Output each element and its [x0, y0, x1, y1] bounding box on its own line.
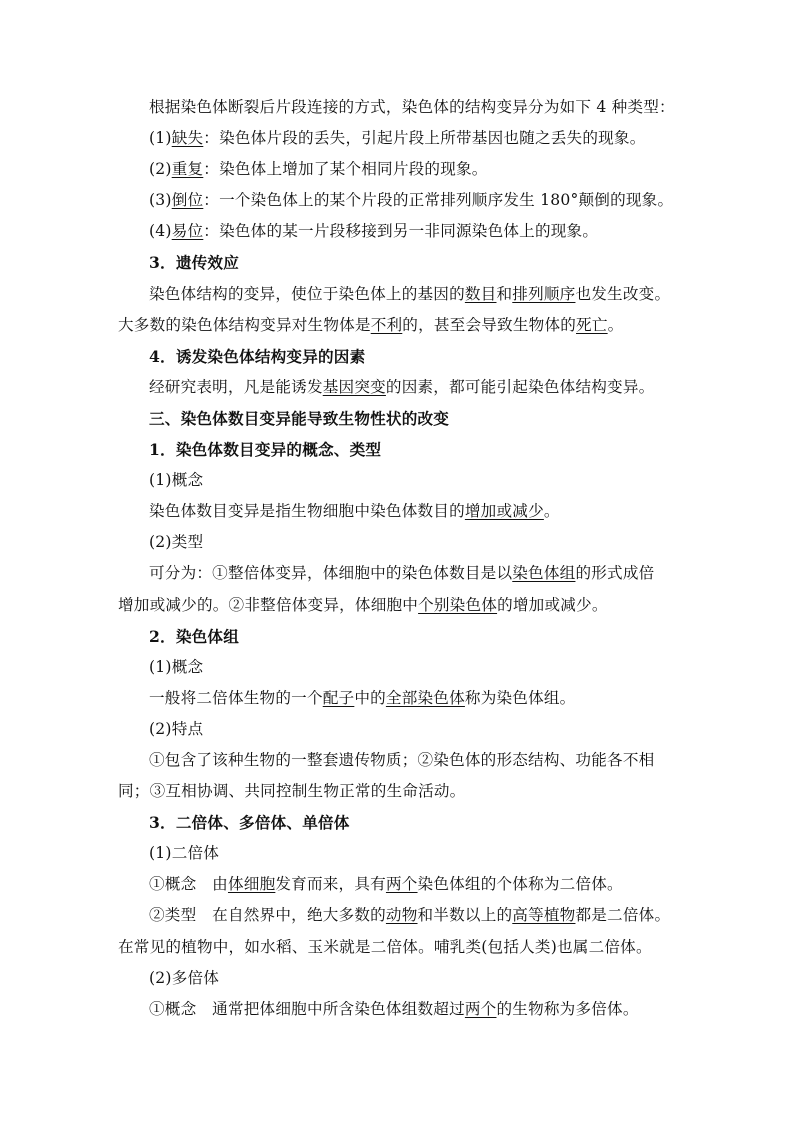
text: 的形式成倍 [575, 564, 655, 583]
underlined-term: 重复 [171, 160, 204, 179]
text-line [118, 994, 688, 1025]
text-line [118, 496, 688, 527]
text-line [118, 216, 688, 247]
text: ：染色体上增加了某个相同片段的现象。 [203, 160, 488, 179]
text: (3) [149, 191, 172, 210]
text: 的，甚至会导致生物体的 [402, 315, 577, 334]
text: (4) [149, 222, 172, 241]
text: 的增加或减少。 [497, 595, 608, 614]
text: 也发生改变。 [575, 284, 671, 303]
underlined-term: 高等植物 [512, 906, 576, 925]
section-heading [118, 621, 688, 652]
text: 称为染色体组。 [464, 688, 576, 707]
text: (1) [149, 129, 172, 148]
text: 和 [496, 284, 513, 303]
text: ①包含了该种生物的一整套遗传物质；②染色体的形态结构、功能各不相 [149, 750, 655, 769]
text: 可分为：①整倍体变异，体细胞中的染色体数目是以 [149, 564, 513, 583]
text: 染色体数目变异是指生物细胞中染色体数目的 [149, 502, 465, 521]
underlined-term: 动物 [385, 906, 418, 925]
text: 经研究表明，凡是能诱发 [149, 377, 323, 396]
text: 的生物称为多倍体。 [496, 999, 639, 1018]
text-line [118, 372, 688, 403]
text: 根据染色体断裂后片段连接的方式，染色体的结构变异分为如下 4 种类型： [149, 98, 675, 116]
text: ②类型 在自然界中，绝大多数的 [149, 906, 386, 925]
underlined-term: 基因突变 [322, 377, 386, 396]
heading-text: 3．遗传效应 [149, 253, 240, 273]
subheading [118, 527, 688, 558]
heading-text: 3．二倍体、多倍体、单倍体 [149, 813, 350, 833]
text: 发育而来，具有 [275, 875, 386, 894]
underlined-term: 增加或减少 [464, 502, 544, 521]
text: (2)类型 [149, 533, 204, 552]
underlined-term: 体细胞 [227, 875, 276, 894]
text-line [118, 776, 688, 807]
text-line [118, 900, 688, 931]
text-line [118, 123, 688, 154]
underlined-term: 数目 [464, 284, 497, 303]
subheading [118, 963, 688, 994]
text: ：一个染色体上的某个片段的正常排列顺序发生 180°颠倒的现象。 [203, 191, 674, 210]
heading-text: 2．染色体组 [149, 626, 240, 646]
text: 大多数的染色体结构变异对生物体是 [118, 315, 371, 334]
chapter-heading [118, 403, 688, 434]
text: 。 [543, 502, 560, 521]
text: (1)概念 [149, 657, 204, 676]
underlined-term: 倒位 [171, 191, 204, 210]
text: 中的 [354, 688, 386, 707]
text: 染色体结构的变异，使位于染色体上的基因的 [149, 284, 465, 303]
text: (2)特点 [149, 719, 204, 738]
underlined-term: 两个 [464, 999, 497, 1018]
text: (1)二倍体 [149, 844, 220, 863]
text-line [118, 932, 688, 963]
underlined-term: 个别染色体 [418, 595, 498, 614]
text-line [118, 279, 688, 310]
text-line [118, 683, 688, 714]
text: (1)概念 [149, 471, 204, 490]
text: (2) [149, 160, 172, 179]
text: 都是二倍体。 [575, 906, 671, 925]
underlined-term: 全部染色体 [385, 688, 465, 707]
underlined-term: 配子 [322, 688, 355, 707]
underlined-term: 易位 [171, 222, 204, 241]
text-line [118, 310, 688, 341]
section-heading [118, 807, 688, 838]
text: 在常见的植物中，如水稻、玉米就是二倍体。哺乳类(包括人类)也属二倍体。 [118, 937, 652, 956]
text: 。 [607, 315, 624, 334]
subheading [118, 714, 688, 745]
section-heading [118, 434, 688, 465]
text: 一般将二倍体生物的一个 [149, 688, 323, 707]
underlined-term: 排列顺序 [512, 284, 576, 303]
text-line [118, 558, 688, 589]
heading-text: 三、染色体数目变异能导致生物性状的改变 [149, 408, 450, 428]
text: ①概念 通常把体细胞中所含染色体组数超过 [149, 999, 465, 1018]
heading-text: 4．诱发染色体结构变异的因素 [149, 346, 366, 366]
subheading [118, 838, 688, 869]
text-line [118, 745, 688, 776]
text: 和半数以上的 [417, 906, 513, 925]
text: 同；③互相协调、共同控制生物正常的生命活动。 [118, 782, 466, 801]
section-heading [118, 341, 688, 372]
text: (2)多倍体 [149, 968, 220, 987]
document-page [118, 92, 688, 1025]
text: 增加或减少的。②非整倍体变异，体细胞中 [118, 595, 419, 614]
text: ①概念 由 [149, 875, 228, 894]
underlined-term: 缺失 [171, 129, 204, 148]
section-heading [118, 247, 688, 278]
text-line [118, 185, 688, 216]
underlined-term: 染色体组 [512, 564, 576, 583]
text: ：染色体片段的丢失，引起片段上所带基因也随之丢失的现象。 [203, 129, 646, 148]
heading-text: 1．染色体数目变异的概念、类型 [149, 440, 382, 460]
text: 染色体组的个体称为二倍体。 [417, 875, 623, 894]
text-line [118, 869, 688, 900]
subheading [118, 652, 688, 683]
text: ：染色体的某一片段移接到另一非同源染色体上的现象。 [203, 222, 599, 241]
text: 的因素，都可能引起染色体结构变异。 [385, 377, 655, 396]
underlined-term: 两个 [385, 875, 418, 894]
text-line [118, 154, 688, 185]
subheading [118, 465, 688, 496]
underlined-term: 不利 [370, 315, 403, 334]
text-line [118, 92, 688, 123]
text-line [118, 590, 688, 621]
underlined-term: 死亡 [576, 315, 608, 334]
